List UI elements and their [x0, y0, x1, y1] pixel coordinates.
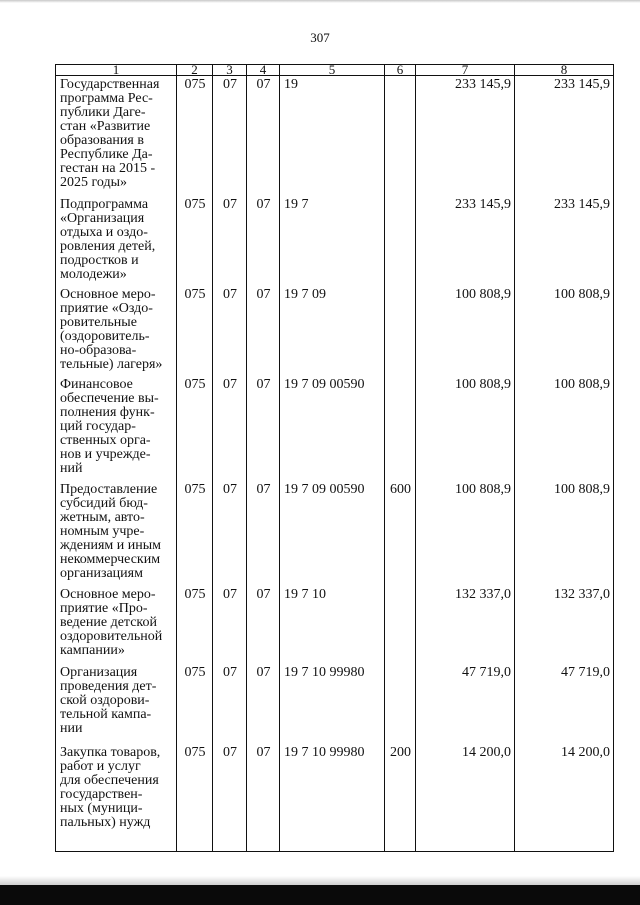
cell-amount-7: 233 145,9 — [416, 76, 515, 196]
column-header: 3 — [213, 65, 247, 76]
cell-amount-7: 14 200,0 — [416, 744, 515, 852]
scan-bottom-edge — [0, 885, 640, 905]
table-header-row — [56, 65, 614, 76]
row-name: Подпрограмма «Организация отдыха и оздо- ровления детей, подростков и молодежи» — [56, 196, 177, 286]
cell-target-code: 19 7 10 99980 — [280, 744, 385, 852]
row-name: Государственная программа Рес- публики Даге- стан «Развитие образования в Республике Да- гестан на 2015 - 2025 годы» — [56, 76, 177, 196]
cell-ministry: 075 — [177, 744, 213, 852]
cell-amount-7: 100 808,9 — [416, 481, 515, 586]
cell-section: 07 — [213, 664, 247, 744]
column-header: 4 — [247, 65, 280, 76]
cell-expense-type — [385, 586, 416, 664]
cell-subsection: 07 — [247, 376, 280, 481]
page-number: 307 — [310, 30, 330, 45]
cell-amount-8: 100 808,9 — [515, 286, 614, 376]
table-row — [56, 286, 614, 376]
row-name: Основное меро- приятие «Про- ведение детской оздоровительной кампании» — [56, 586, 177, 664]
row-name: Предоставление субсидий бюд- жетным, авто- номным учре- ждениям и иным некоммерческим организациям — [56, 481, 177, 586]
cell-amount-8: 100 808,9 — [515, 376, 614, 481]
cell-expense-type — [385, 196, 416, 286]
cell-ministry: 075 — [177, 286, 213, 376]
cell-target-code: 19 7 09 — [280, 286, 385, 376]
cell-expense-type — [385, 286, 416, 376]
cell-section: 07 — [213, 744, 247, 852]
cell-amount-8: 14 200,0 — [515, 744, 614, 852]
table-row — [56, 586, 614, 664]
cell-ministry: 075 — [177, 76, 213, 196]
row-name: Основное меро- приятие «Оздо- ровительные (оздоровитель- но-образова- тельные) лагеря» — [56, 286, 177, 376]
cell-subsection: 07 — [247, 744, 280, 852]
cell-amount-7: 233 145,9 — [416, 196, 515, 286]
cell-section: 07 — [213, 286, 247, 376]
cell-subsection: 07 — [247, 76, 280, 196]
table-row — [56, 76, 614, 196]
cell-amount-8: 47 719,0 — [515, 664, 614, 744]
column-header: 1 — [56, 65, 177, 76]
cell-amount-8: 100 808,9 — [515, 481, 614, 586]
cell-amount-8: 233 145,9 — [515, 196, 614, 286]
table-row — [56, 376, 614, 481]
cell-ministry: 075 — [177, 664, 213, 744]
cell-expense-type — [385, 664, 416, 744]
table-row — [56, 481, 614, 586]
cell-subsection: 07 — [247, 196, 280, 286]
table-row — [56, 744, 614, 852]
column-header: 8 — [515, 65, 614, 76]
cell-target-code: 19 7 09 00590 — [280, 481, 385, 586]
cell-subsection: 07 — [247, 664, 280, 744]
scan-bottom-shadow — [0, 876, 640, 885]
cell-target-code: 19 7 — [280, 196, 385, 286]
cell-ministry: 075 — [177, 481, 213, 586]
cell-expense-type — [385, 376, 416, 481]
cell-subsection: 07 — [247, 286, 280, 376]
table-row — [56, 196, 614, 286]
cell-expense-type: 600 — [385, 481, 416, 586]
cell-ministry: 075 — [177, 376, 213, 481]
cell-amount-8: 233 145,9 — [515, 76, 614, 196]
cell-section: 07 — [213, 376, 247, 481]
cell-expense-type: 200 — [385, 744, 416, 852]
cell-amount-7: 132 337,0 — [416, 586, 515, 664]
cell-amount-7: 47 719,0 — [416, 664, 515, 744]
cell-target-code: 19 7 10 — [280, 586, 385, 664]
cell-section: 07 — [213, 586, 247, 664]
cell-subsection: 07 — [247, 586, 280, 664]
scan-top-edge — [0, 0, 640, 3]
cell-expense-type — [385, 76, 416, 196]
cell-section: 07 — [213, 76, 247, 196]
column-header: 2 — [177, 65, 213, 76]
row-name: Финансовое обеспечение вы- полнения функ- ций государ- ственных орга- нов и учрежде- ний — [56, 376, 177, 481]
cell-ministry: 075 — [177, 196, 213, 286]
column-header: 6 — [385, 65, 416, 76]
cell-target-code: 19 7 10 99980 — [280, 664, 385, 744]
cell-amount-7: 100 808,9 — [416, 286, 515, 376]
budget-table — [55, 64, 614, 852]
cell-section: 07 — [213, 196, 247, 286]
cell-target-code: 19 — [280, 76, 385, 196]
column-header: 7 — [416, 65, 515, 76]
row-name: Организация проведения дет- ской оздорови- тельной кампа- нии — [56, 664, 177, 744]
cell-subsection: 07 — [247, 481, 280, 586]
table-row — [56, 664, 614, 744]
cell-amount-8: 132 337,0 — [515, 586, 614, 664]
cell-section: 07 — [213, 481, 247, 586]
cell-amount-7: 100 808,9 — [416, 376, 515, 481]
row-name: Закупка товаров, работ и услуг для обеспечения государствен- ных (муници- пальных) нужд — [56, 744, 177, 852]
column-header: 5 — [280, 65, 385, 76]
cell-ministry: 075 — [177, 586, 213, 664]
cell-target-code: 19 7 09 00590 — [280, 376, 385, 481]
